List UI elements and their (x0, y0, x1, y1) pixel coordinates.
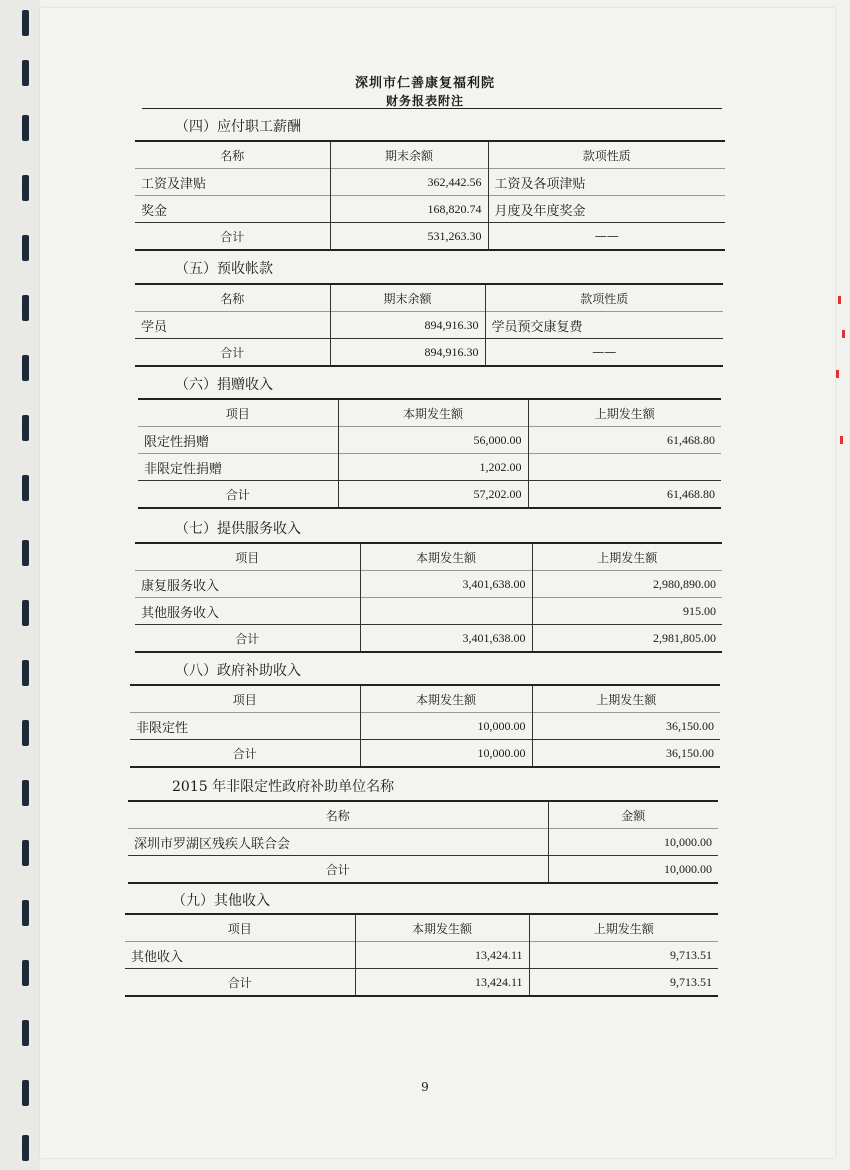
current-amount: 10,000.00 (360, 713, 532, 740)
binding-hole (22, 1135, 29, 1161)
current-amount (360, 598, 532, 625)
column-header: 期末余额 (330, 141, 488, 169)
row-label: 深圳市罗湖区残疾人联合会 (128, 829, 548, 856)
total-row (135, 339, 723, 367)
section-title-other-income: （九）其他收入 (172, 893, 270, 909)
column-header: 上期发生额 (529, 914, 718, 942)
column-header: 项目 (130, 685, 360, 713)
total-row (135, 625, 722, 653)
table-row (128, 829, 718, 856)
binding-hole (22, 115, 29, 141)
prior-amount: 2,980,890.00 (532, 571, 722, 598)
row-label: 工资及津贴 (135, 169, 330, 196)
binding-hole (22, 540, 29, 566)
table-row (130, 713, 720, 740)
payroll-table (135, 140, 725, 251)
org-header: 深圳市仁善康复福利院 (354, 76, 495, 91)
nature-cell: 工资及各项津贴 (488, 169, 725, 196)
binding-hole (22, 900, 29, 926)
column-header: 金额 (548, 801, 718, 829)
current-amount: 56,000.00 (338, 427, 528, 454)
column-header: 款项性质 (488, 141, 725, 169)
row-label: 其他收入 (125, 942, 355, 969)
total-label: 合计 (128, 856, 548, 884)
column-header: 项目 (125, 914, 355, 942)
binding-hole (22, 295, 29, 321)
total-label: 合计 (138, 481, 338, 509)
binding-hole (22, 415, 29, 441)
table-row (135, 571, 722, 598)
table-row (135, 196, 725, 223)
column-header: 名称 (135, 284, 330, 312)
binding-hole (22, 600, 29, 626)
total-prior: 9,713.51 (529, 969, 718, 997)
current-amount: 13,424.11 (355, 942, 529, 969)
row-label: 非限定性 (130, 713, 360, 740)
column-header: 上期发生额 (532, 685, 720, 713)
amount-cell: 10,000.00 (548, 829, 718, 856)
total-amount: 894,916.30 (330, 339, 485, 367)
row-label: 奖金 (135, 196, 330, 223)
column-header: 本期发生额 (360, 685, 532, 713)
total-nature: —— (485, 339, 723, 367)
row-label: 康复服务收入 (135, 571, 360, 598)
column-header: 期末余额 (330, 284, 485, 312)
section-title-government-subsidy: （八）政府补助收入 (175, 663, 301, 679)
total-current: 57,202.00 (338, 481, 528, 509)
section-title-service-income: （七）提供服务收入 (175, 521, 301, 537)
current-amount: 3,401,638.00 (360, 571, 532, 598)
binding-hole (22, 10, 29, 36)
table-row (135, 169, 725, 196)
advance-receipts-table (135, 283, 723, 367)
amount-cell: 168,820.74 (330, 196, 488, 223)
table-row (135, 312, 723, 339)
column-header: 本期发生额 (338, 399, 528, 427)
report-subtitle: 财务报表附注 (385, 94, 464, 108)
amount-cell: 894,916.30 (330, 312, 485, 339)
column-header: 上期发生额 (532, 543, 722, 571)
section-title-donations: （六）捐赠收入 (175, 377, 273, 393)
column-header: 本期发生额 (355, 914, 529, 942)
binding-hole (22, 175, 29, 201)
total-amount: 10,000.00 (548, 856, 718, 884)
total-row (125, 969, 718, 997)
column-header: 上期发生额 (528, 399, 721, 427)
total-prior: 61,468.80 (528, 481, 721, 509)
total-label: 合计 (125, 969, 355, 997)
binding-hole (22, 235, 29, 261)
red-stain (838, 296, 841, 304)
prior-amount: 9,713.51 (529, 942, 718, 969)
total-nature: —— (488, 223, 725, 251)
binding-hole (22, 475, 29, 501)
government-subsidy-table (130, 684, 720, 768)
red-stain (836, 370, 839, 378)
total-row (138, 481, 721, 509)
binding-hole (22, 355, 29, 381)
amount-cell: 362,442.56 (330, 169, 488, 196)
total-row (130, 740, 720, 768)
row-label: 非限定性捐赠 (138, 454, 338, 481)
total-row (135, 223, 725, 251)
column-header: 项目 (135, 543, 360, 571)
binding-hole (22, 720, 29, 746)
subsidy-units-table (128, 800, 718, 884)
binding-hole (22, 960, 29, 986)
total-amount: 531,263.30 (330, 223, 488, 251)
column-header: 款项性质 (485, 284, 723, 312)
total-prior: 2,981,805.00 (532, 625, 722, 653)
column-header: 本期发生额 (360, 543, 532, 571)
total-current: 10,000.00 (360, 740, 532, 768)
total-prior: 36,150.00 (532, 740, 720, 768)
red-stain (842, 330, 845, 338)
prior-amount: 36,150.00 (532, 713, 720, 740)
binding-hole (22, 840, 29, 866)
nature-cell: 月度及年度奖金 (488, 196, 725, 223)
binding-hole (22, 780, 29, 806)
page-number: 9 (421, 1080, 429, 1094)
total-label: 合计 (135, 625, 360, 653)
section-title-advance-receipts: （五）预收帐款 (175, 261, 273, 277)
table-row (138, 427, 721, 454)
section-title-subsidy-units: 2015 年非限定性政府补助单位名称 (172, 779, 395, 795)
column-header: 名称 (135, 141, 330, 169)
donations-table (138, 398, 721, 509)
total-label: 合计 (135, 339, 330, 367)
table-row (135, 598, 722, 625)
total-label: 合计 (130, 740, 360, 768)
total-current: 13,424.11 (355, 969, 529, 997)
column-header: 名称 (128, 801, 548, 829)
table-row (138, 454, 721, 481)
prior-amount: 915.00 (532, 598, 722, 625)
binding-strip (0, 0, 40, 1170)
column-header: 项目 (138, 399, 338, 427)
row-label: 其他服务收入 (135, 598, 360, 625)
prior-amount (528, 454, 721, 481)
service-income-table (135, 542, 722, 653)
row-label: 限定性捐赠 (138, 427, 338, 454)
section-title-payroll: （四）应付职工薪酬 (175, 119, 301, 135)
nature-cell: 学员预交康复费 (485, 312, 723, 339)
other-income-table (125, 913, 718, 997)
table-row (125, 942, 718, 969)
prior-amount: 61,468.80 (528, 427, 721, 454)
total-row (128, 856, 718, 884)
binding-hole (22, 1020, 29, 1046)
total-label: 合计 (135, 223, 330, 251)
total-current: 3,401,638.00 (360, 625, 532, 653)
red-stain (840, 436, 843, 444)
row-label: 学员 (135, 312, 330, 339)
current-amount: 1,202.00 (338, 454, 528, 481)
binding-hole (22, 660, 29, 686)
header-rule (142, 108, 722, 109)
